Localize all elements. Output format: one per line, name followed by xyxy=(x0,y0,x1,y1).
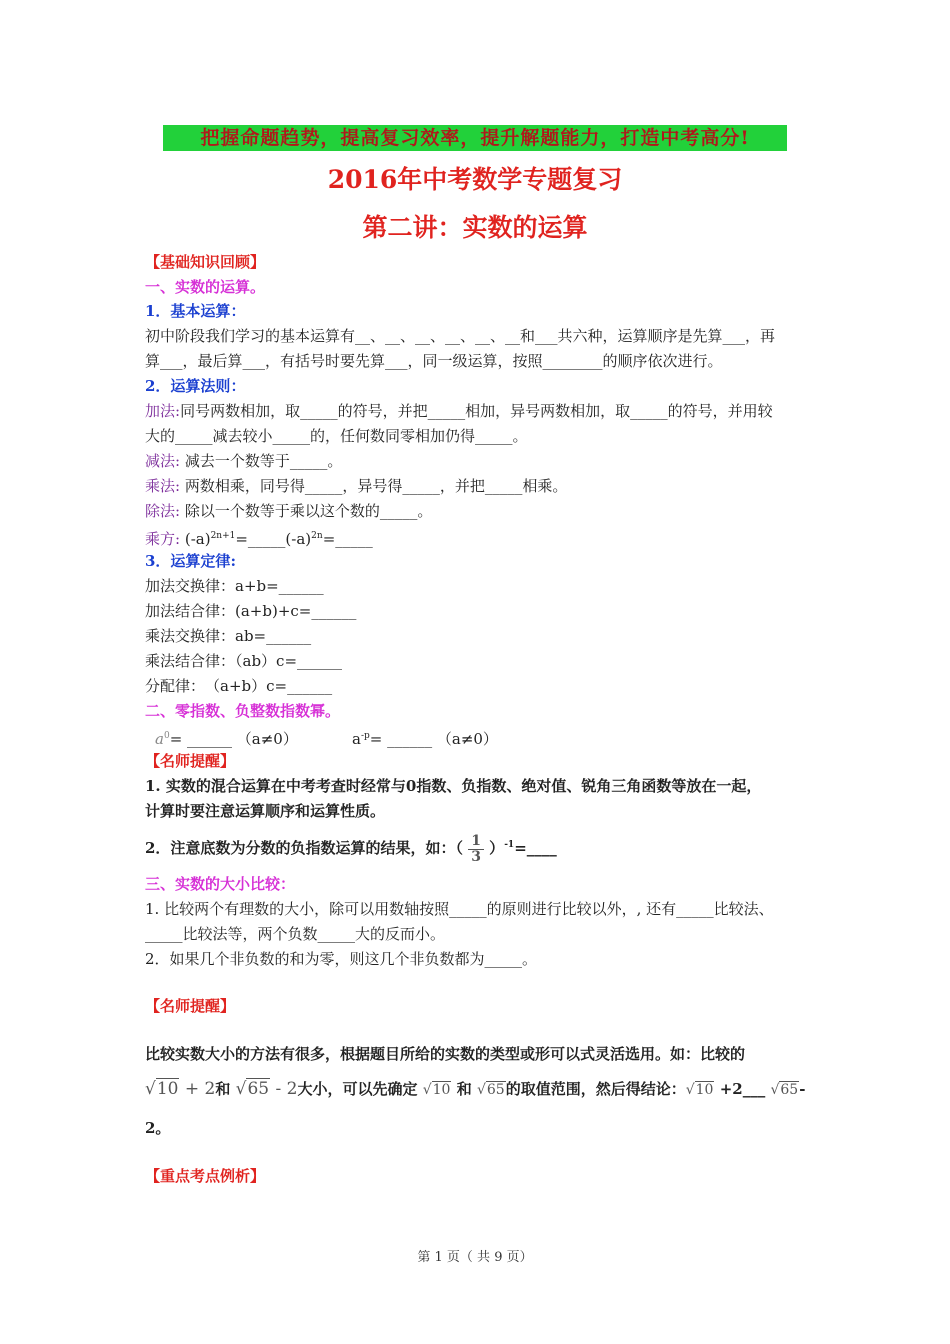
addition-rule-line2: 大的_____减去较小_____的，任何数同零相加仍得_____。 xyxy=(145,427,528,445)
tip2-mid3: +2___ xyxy=(719,1080,766,1098)
section2-heading: 二、零指数、负整数指数幂。 xyxy=(145,702,341,720)
power-sup1: 2n+1 xyxy=(210,531,236,541)
zero-exponent xyxy=(155,726,298,749)
subsection1-heading: 1．基本运算： xyxy=(145,302,246,320)
compare-line3: 2．如果几个非负数的和为零，则这几个非负数都为_____。 xyxy=(145,950,538,968)
sqrt10-result: √10 xyxy=(685,1082,714,1098)
compare-line2: _____比较法等，两个负数_____大的反而小。 xyxy=(145,925,446,943)
tip2-end: 2。 xyxy=(145,1119,171,1137)
division-text: 除以一个数等于乘以这个数的_____。 xyxy=(184,502,433,520)
sqrt65-expr: √65 - 2 xyxy=(235,1079,298,1099)
neg-exp-rest: = ______ （a≠0） xyxy=(369,730,498,748)
page-footer: 第 1 页（ 共 9 页） xyxy=(417,1250,533,1265)
multiplication-rule xyxy=(145,476,567,496)
sqrt65-radicand: 65 xyxy=(247,1079,270,1099)
sqrt10-radicand: 10 xyxy=(156,1079,179,1099)
tip1-line3-a: 2．注意底数为分数的负指数运算的结果，如：（ xyxy=(145,839,463,857)
lecture-title: 第二讲：实数的运算 xyxy=(362,213,588,242)
sub1-line1: 初中阶段我们学习的基本运算有__、__、__、__、__、__和___共六种，运算顺序是先算___，再 xyxy=(145,327,776,345)
neg-exp-sup: -p xyxy=(360,731,370,741)
power-text3: =_____ xyxy=(322,530,373,548)
negative-exponent xyxy=(352,726,498,749)
law-add-associative: 加法结合律：(a+b)+c=______ xyxy=(145,602,357,620)
subtraction-rule xyxy=(145,451,342,471)
tip1-line3-b: ） xyxy=(489,839,505,857)
key-examples-heading: 【重点考点例析】 xyxy=(145,1167,266,1185)
sqrt10-expr: √10 + 2 xyxy=(145,1079,216,1099)
division-label: 除法: xyxy=(145,502,181,520)
neg-exp-base: a xyxy=(352,730,361,748)
section3-heading: 三、实数的大小比较： xyxy=(145,875,296,893)
power-label: 乘方: xyxy=(145,530,181,548)
tip2-mid1: 大小，可以先确定 xyxy=(297,1080,418,1098)
law-mul-associative: 乘法结合律：（ab）c=______ xyxy=(145,652,343,670)
power-text2: =_____(-a) xyxy=(235,530,312,548)
and-1: 和 xyxy=(215,1080,231,1098)
tip1-heading: 【名师提醒】 xyxy=(145,752,236,770)
tip2-heading: 【名师提醒】 xyxy=(145,997,236,1015)
law-add-commutative: 加法交换律：a+b=______ xyxy=(145,577,324,595)
addition-text1: 同号两数相加，取_____的符号，并把_____相加，异号两数相加，取_____的符号，并用较 xyxy=(180,402,773,420)
fraction-numerator: 1 xyxy=(468,834,484,850)
multiplication-label: 乘法: xyxy=(145,477,181,495)
tip1-line3 xyxy=(145,828,557,865)
subsection3-heading: 3．运算定律: xyxy=(145,552,236,570)
zero-exp-rest: = ______ （a≠0） xyxy=(169,730,298,748)
addition-label: 加法: xyxy=(145,402,181,420)
law-mul-commutative: 乘法交换律：ab=______ xyxy=(145,627,312,645)
power-text1: (-a) xyxy=(184,530,211,548)
sqrt10-icon: √10 xyxy=(422,1082,451,1098)
basic-review-heading: 【基础知识回顾】 xyxy=(145,253,266,271)
zero-exp-sup: 0 xyxy=(163,731,170,741)
compare-line1: 1. 比较两个有理数的大小，除可以用数轴按照_____的原则进行比较以外，, 还有_____比较法、 xyxy=(145,900,774,918)
tip1-line3-sup: -1 xyxy=(504,840,515,850)
fraction-one-third xyxy=(468,834,484,865)
and-2: 和 xyxy=(456,1080,472,1098)
subtraction-label: 减法: xyxy=(145,452,181,470)
fraction-denominator: 3 xyxy=(471,848,481,865)
addition-rule-line1 xyxy=(145,401,773,421)
power-sup2: 2n xyxy=(311,531,323,541)
sqrt65-icon: √65 xyxy=(476,1082,505,1098)
tip1-line2: 计算时要注意运算顺序和运算性质。 xyxy=(145,802,386,820)
plus-two: + 2 xyxy=(184,1079,216,1099)
zero-exp-base: a xyxy=(155,730,164,748)
tip2-line1: 比较实数大小的方法有很多，根据题目所给的实数的类型或形可以式灵活选用。如：比较的 xyxy=(145,1045,746,1063)
tip1-line3-c: =____ xyxy=(514,839,557,857)
minus-two: - 2 xyxy=(275,1079,298,1099)
main-title: 2016年中考数学专题复习 xyxy=(327,165,623,194)
tip2-mid2: 的取值范围，然后得结论： xyxy=(505,1080,686,1098)
subsection2-heading: 2．运算法则： xyxy=(145,377,246,395)
subtraction-text: 减去一个数等于_____。 xyxy=(184,452,343,470)
sqrt65-result: √65 xyxy=(770,1082,799,1098)
section1-heading: 一、实数的运算。 xyxy=(145,278,266,296)
multiplication-text: 两数相乘，同号得_____，异号得_____，并把_____相乘。 xyxy=(184,477,568,495)
tip2-line2 xyxy=(145,1072,805,1107)
division-rule xyxy=(145,501,432,521)
law-distributive: 分配律： （a+b）c=______ xyxy=(145,677,333,695)
sub1-line2: 算___，最后算___，有括号时要先算___，同一级运算，按照________的顺序依次进行。 xyxy=(145,352,723,370)
tip1-line1: 1. 实数的混合运算在中考考查时经常与0指数、负指数、绝对值、锐角三角函数等放在一起， xyxy=(145,777,762,795)
slogan-banner: 把握命题趋势，提高复习效率，提升解题能力，打造中考高分! xyxy=(163,125,787,151)
tip2-dash: - xyxy=(799,1080,806,1098)
power-rule xyxy=(145,526,373,549)
